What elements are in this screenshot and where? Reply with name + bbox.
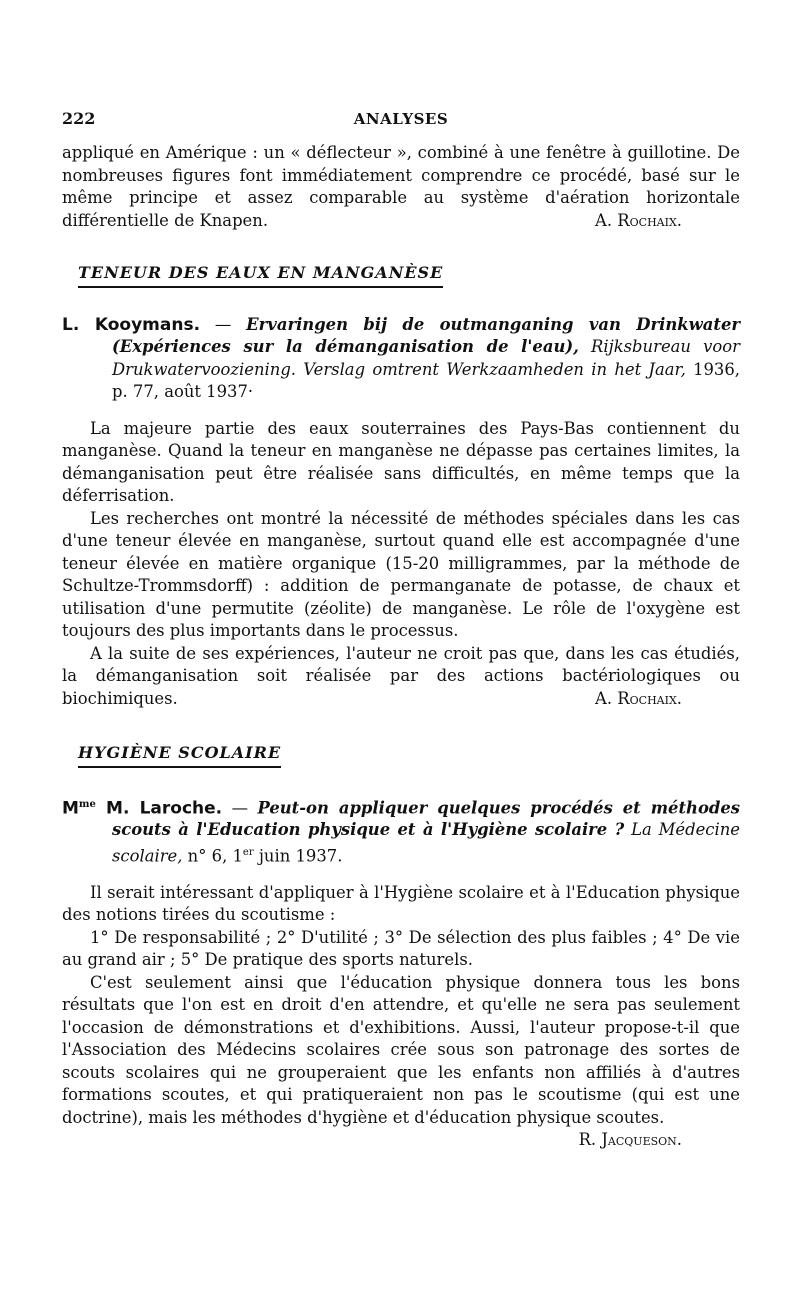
page-number: 222 [62, 109, 96, 128]
intro-signature: A. Rochaix. [595, 210, 682, 230]
abstract-hygiene [62, 882, 740, 1152]
ref-title: Ervaringen bij de outmanganing van Drinkwater (Expériences sur la démanganisation de l'eau), [112, 314, 741, 356]
section-title-manganese: TENEUR DES EAUX EN MANGANÈSE [78, 262, 443, 288]
ref-source: La Médecine scolaire, [112, 820, 740, 866]
signature: R. Jacqueson. [578, 1130, 682, 1150]
paragraph: La majeure partie des eaux souterraines des Pays-Bas contiennent du manganèse. Quand la teneur en manganèse ne dépasse pas certaines limites, la démanganisation peut être réalisée sans difficultés, en même temps que la déferrisation. [62, 418, 740, 505]
running-head: ANALYSES [353, 110, 449, 128]
ref-source-date: 1936, p. 77, août 1937· [112, 359, 740, 401]
ref-dash: — [200, 314, 247, 334]
paragraph: A la suite de ses expériences, l'auteur ne croit pas que, dans les cas étudiés, la démanganisation soit réalisée par des actions bactériologiques ou [62, 643, 740, 685]
ref-author: M. Laroche. [95, 797, 223, 818]
paragraph: 1° De responsabilité ; 2° D'utilité ; 3° De sélection des plus faibles ; 4° De vie au grand air ; 5° De pratique des sports naturels. [62, 927, 740, 970]
ref-author-prefix: M [62, 797, 79, 818]
ref-source-date: juin 1937. [253, 846, 343, 866]
ref-author: L. Kooymans. [62, 314, 201, 335]
paragraph: Les recherches ont montré la nécessité de méthodes spéciales dans les cas d'une teneur élevée en manganèse, surtout quand elle est accompagnée d'une teneur élevée en matière organique (15-20 milligrammes, par la méthode de Schultze-Trommsdorff) : addition de permanganate de potasse, de chaux et utilisation d'une permutite (zéolite) de manganèse. Le rôle de l'oxygène est toujours des plus importants dans le processus. [62, 508, 740, 640]
ref-author-sup: me [78, 798, 96, 810]
ref-dash: — [222, 797, 258, 817]
reference-laroche [62, 794, 740, 868]
reference-kooymans [62, 314, 740, 404]
page-header [62, 108, 740, 142]
signature: A. Rochaix. [595, 688, 682, 708]
ref-title: Peut-on appliquer quelques procédés et méthodes scouts à l'Education physique et à l'Hygiène scolaire ? [112, 797, 741, 840]
ref-source-issue: n° 6, 1 [182, 846, 243, 866]
paragraph: Il serait intéressant d'appliquer à l'Hygiène scolaire et à l'Education physique des notions tirées du scoutisme : [62, 882, 740, 925]
intro-paragraph: appliqué en Amérique : un « déflecteur », combiné à une fenêtre à guillotine. De nombreuses figures font immédiatement comprendre ce procédé, basé sur le même principe et assez comparable au système d'aération horizontale différentielle de Knapen. [62, 143, 740, 230]
ref-source-sup: er [242, 846, 254, 858]
paragraph: C'est seulement ainsi que l'éducation physique donnera tous les bons résultats que l'on est en droit d'en attendre, et qu'elle ne sera pas seulement l'occasion de démonstrations et d'exhibitions. Aussi, l'auteur propose-t-il que l'Association des Médecins scolaires crée sous son patronage des sortes de scouts scolaires qui ne grouperaient que les enfants non affiliés à d'autres formations scoutes, et qui pratiqueraient non pas le scoutisme (qui est une doctrine), mais les méthodes d'hygiène et d'éducation physique scoutes. [62, 972, 740, 1127]
ref-source: Rijksbureau voor Drukwatervooziening. Verslag omtrent Werkzaamheden in het Jaar, [112, 337, 740, 379]
abstract-manganese [62, 418, 740, 711]
closing-line [62, 688, 740, 711]
closing-text: biochimiques. [62, 688, 178, 708]
document-page [62, 108, 740, 1152]
section-title-hygiene: HYGIÈNE SCOLAIRE [78, 742, 281, 768]
